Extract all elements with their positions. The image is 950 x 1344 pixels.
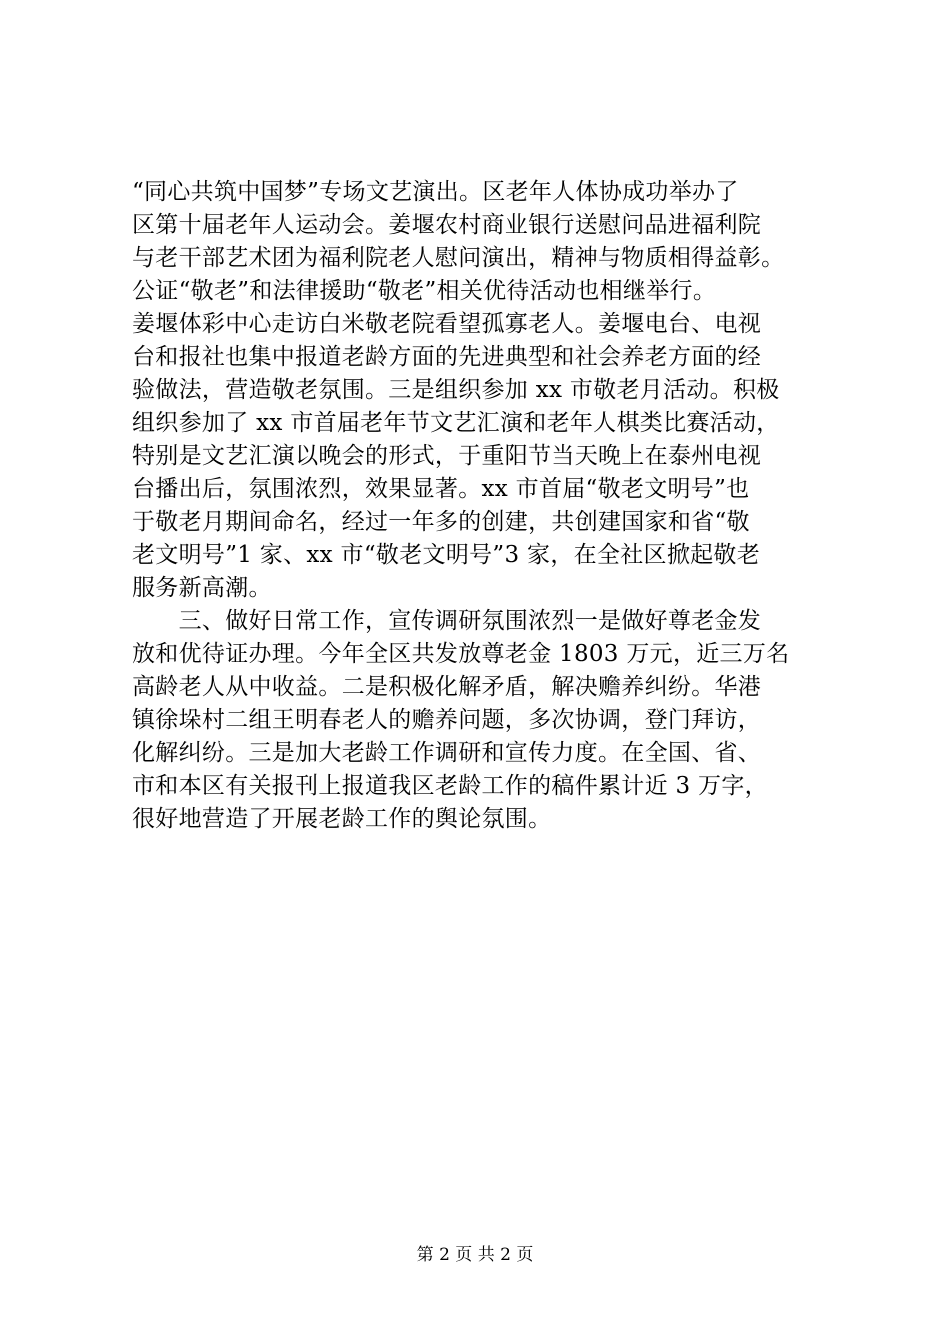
text-line: 于敬老月期间命名，经过一年多的创建，共创建国家和省“敬 xyxy=(132,509,750,535)
text-line: 放和优待证办理。今年全区共发放尊老金 1803 万元，近三万名 xyxy=(132,641,790,667)
text-line: 台和报社也集中报道老龄方面的先进典型和社会养老方面的经 xyxy=(132,344,762,370)
text-line: “同心共筑中国梦”专场文艺演出。区老年人体协成功举办了 xyxy=(132,179,739,205)
text-line: 高龄老人从中收益。二是积极化解矛盾，解决赡养纠纷。华港 xyxy=(132,674,762,700)
text-line: 公证“敬老”和法律援助“敬老”相关优待活动也相继举行。 xyxy=(132,278,717,304)
text-line: 化解纠纷。三是加大老龄工作调研和宣传力度。在全国、省、 xyxy=(132,740,762,766)
text-line: 三、做好日常工作，宣传调研氛围浓烈一是做好尊老金发 xyxy=(132,608,762,634)
text-line: 很好地营造了开展老龄工作的舆论氛围。 xyxy=(132,806,552,832)
text-line: 市和本区有关报刊上报道我区老龄工作的稿件累计近 3 万字， xyxy=(132,773,768,799)
text-line: 与老干部艺术团为福利院老人慰问演出，精神与物质相得益彰。 xyxy=(132,245,785,271)
text-line: 组织参加了 xx 市首届老年节文艺汇演和老年人棋类比赛活动， xyxy=(132,410,780,436)
text-line: 老文明号”1 家、xx 市“敬老文明号”3 家，在全社区掀起敬老 xyxy=(132,542,761,568)
text-line: 特别是文艺汇演以晚会的形式，于重阳节当天晚上在泰州电视 xyxy=(132,443,762,469)
page-number-footer: 第 2 页 共 2 页 xyxy=(416,1245,534,1265)
text-line: 台播出后，氛围浓烈，效果显著。xx 市首届“敬老文明号”也 xyxy=(132,476,750,502)
text-line: 镇徐垛村二组王明春老人的赡养问题，多次协调，登门拜访， xyxy=(132,707,762,733)
text-line: 区第十届老年人运动会。姜堰农村商业银行送慰问品进福利院 xyxy=(132,212,762,238)
document-body xyxy=(132,176,852,836)
text-line: 验做法，营造敬老氛围。三是组织参加 xx 市敬老月活动。积极 xyxy=(132,377,780,403)
text-line: 服务新高潮。 xyxy=(132,575,272,601)
text-line: 姜堰体彩中心走访白米敬老院看望孤寡老人。姜堰电台、电视 xyxy=(132,311,762,337)
